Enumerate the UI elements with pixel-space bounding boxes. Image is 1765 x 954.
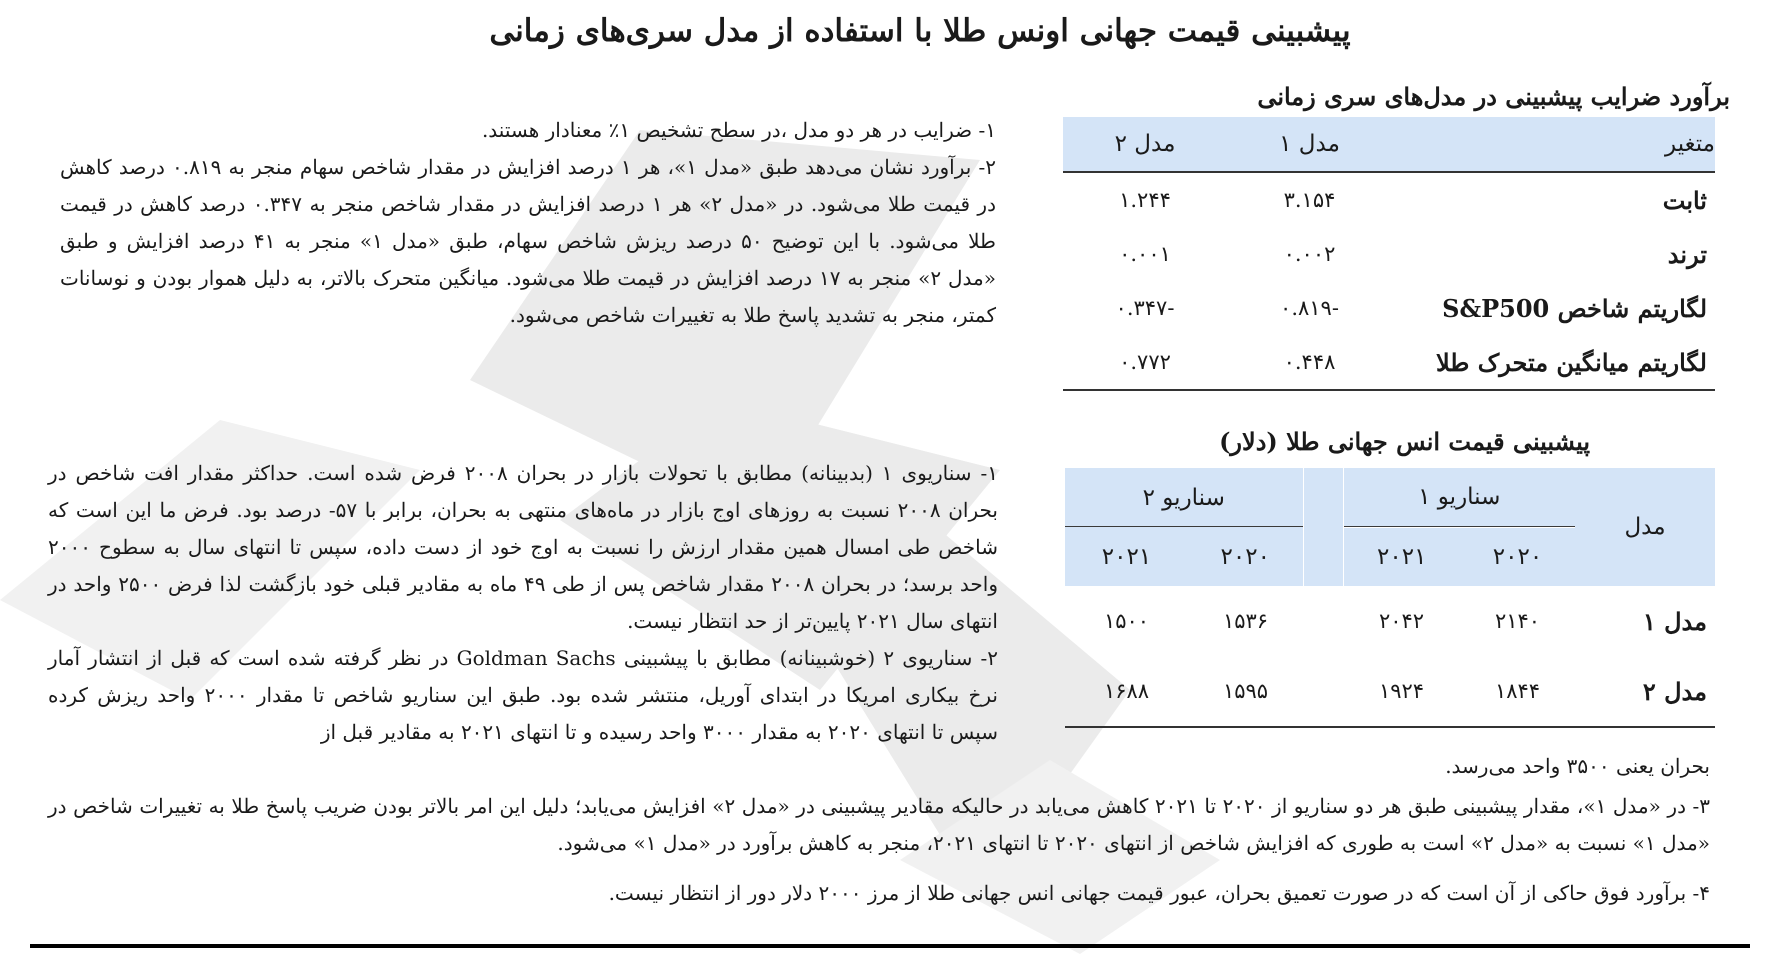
forecast-header-scenario2: سناریو ۲ [1065, 468, 1303, 527]
forecast-value: ۱۹۲۴ [1378, 679, 1425, 703]
coef-note-1: ۱- ضرایب در هر دو مدل ،در سطح تشخیص ۱٪ معنادار هستند. [481, 118, 996, 142]
forecast-model: مدل ۱ [1642, 606, 1707, 636]
table-row [1065, 586, 1715, 656]
scenario-note-2-continued: بحران یعنی ۳۵۰۰ واحد می‌رسد. [1445, 754, 1710, 778]
coef-variable: لگاریتم میانگین متحرک طلا [1435, 347, 1707, 377]
coef-note-2: ۲- برآورد نشان می‌دهد طبق «مدل ۱»، هر ۱ درصد افزایش در مقدار شاخص سهام منجر به ۰.۸۱۹ درصد کاهش در قیمت طلا می‌شود. در «مدل ۲» هر ۱ درصد افزایش در مقدار شاخص منجر به ۰.۳۴۷ درصد کاهش در قیمت طلا می‌شود. با این توضیح ۵۰ درصد ریزش شاخص سهام، طبق «مدل ۱» منجر به ۴۱ درصد افزایش و طبق «مدل ۲» منجر به ۱۷ درصد افزایش در قیمت طلا می‌شود. میانگین متحرک بالاتر، به دلیل هموار بودن و نوسانات کمتر، منجر به تشدید پاسخ طلا به تغییرات شاخص می‌شود. [60, 155, 997, 327]
scenario-notes [48, 455, 998, 751]
table-row [1063, 281, 1715, 335]
coef-value: ۱.۲۴۴ [1119, 188, 1171, 212]
scenario-note-4: ۴- برآورد فوق حاکی از آن است که در صورت تعمیق بحران، عبور قیمت جهانی انس جهانی طلا از مرز ۲۰۰۰ دلار دور از انتظار نیست. [608, 881, 1710, 905]
table-row [1063, 227, 1715, 281]
forecast-value: ۲۱۴۰ [1494, 609, 1541, 633]
scenario-note-3: ۳- در «مدل ۱»، مقدار پیشبینی طبق هر دو سناریو از ۲۰۲۰ تا ۲۰۲۱ کاهش می‌یابد در حالیکه مقادیر پیشبینی در «مدل ۲» افزایش می‌یابد؛ دلیل این امر بالاتر بودن ضریب پاسخ طلا به تغییرات شاخص در «مدل ۱» نسبت به «مدل ۲» است به طوری که افزایش شاخص از انتهای ۲۰۲۰ تا انتهای ۲۰۲۱، منجر به کاهش برآورد در «مدل ۱» می‌شود. [48, 794, 1711, 855]
forecast-value: ۱۵۳۶ [1222, 609, 1269, 633]
table-row [1065, 656, 1715, 727]
forecast-value: ۱۸۴۴ [1494, 679, 1541, 703]
forecast-value: ۱۶۸۸ [1103, 679, 1150, 703]
coef-value: -۰.۸۱۹ [1280, 296, 1339, 320]
coef-variable: ترند [1667, 239, 1707, 269]
coef-header-model2: مدل ۲ [1063, 117, 1227, 172]
forecast-header-s1-2020: ۲۰۲۰ [1460, 527, 1575, 586]
coef-value: ۰.۴۴۸ [1283, 350, 1336, 374]
coef-value: ۰.۷۷۲ [1119, 350, 1171, 374]
forecast-value: ۲۰۴۲ [1378, 609, 1425, 633]
bottom-rule [30, 944, 1750, 948]
scenario-note-1: ۱- سناریوی ۱ (بدبینانه) مطابق با تحولات بازار در بحران ۲۰۰۸ فرض شده است. حداکثر مقدار افت شاخص در بحران ۲۰۰۸ نسبت به روزهای اوج بازار در ماه‌های منتهی به بحران، برابر با ۵۷- درصد بود. فرض ما این است که شاخص طی امسال همین مقدار ارزش را نسبت به اوج خود از دست داده، سپس تا انتهای سال به سطوح ۲۰۰۰ واحد برسد؛ در بحران ۲۰۰۸ مقدار شاخص پس از طی ۴۹ ماه به مقادیر قبلی خود بازگشت لذا فرض ۲۵۰۰ واحد در انتهای سال ۲۰۲۱ پایین‌تر از حد انتظار نیست. [48, 461, 998, 633]
coef-table [1063, 117, 1715, 391]
forecast-value: ۱۵۹۵ [1222, 679, 1269, 703]
coef-variable: ثابت [1662, 185, 1707, 215]
coef-table-title: برآورد ضرایب پیشبینی در مدل‌های سری زمانی [1257, 82, 1730, 111]
forecast-header-s2-2020: ۲۰۲۰ [1188, 527, 1303, 586]
page-title: پیشبینی قیمت جهانی اونس طلا با استفاده از مدل سری‌های زمانی [489, 13, 1351, 49]
coef-value: ۰.۰۰۲ [1283, 242, 1336, 266]
coef-value: ۳.۱۵۴ [1283, 188, 1336, 212]
scenario-note-2: ۲- سناریوی ۲ (خوشبینانه) مطابق با پیشبینی Goldman Sachs در نظر گرفته شده است که قبل از انتشار آمار نرخ بیکاری امریکا در ابتدای آوریل، منتشر شده بود. طبق این سناریو شاخص تا مقدار ۲۰۰۰ واحد ریزش کرده سپس تا انتهای ۲۰۲۰ به مقدار ۳۰۰۰ واحد رسیده و تا انتهای ۲۰۲۱ به مقادیر قبل از [48, 646, 998, 744]
table-row [1063, 172, 1715, 227]
coef-notes [60, 112, 996, 334]
coef-header-model1: مدل ۱ [1227, 117, 1392, 172]
forecast-table [1065, 468, 1715, 728]
forecast-header-gap [1303, 468, 1343, 586]
coef-value: ۰.۰۰۱ [1119, 242, 1171, 266]
forecast-header-s2-2021: ۲۰۲۱ [1065, 527, 1188, 586]
coef-value: -۰.۳۴۷ [1115, 296, 1175, 320]
forecast-header-model: مدل [1575, 468, 1715, 586]
forecast-table-title: پیشبینی قیمت انس جهانی طلا (دلار) [1219, 427, 1590, 456]
coef-header-variable: متغیر [1392, 117, 1715, 172]
forecast-model: مدل ۲ [1642, 676, 1707, 706]
forecast-header-s1-2021: ۲۰۲۱ [1343, 527, 1460, 586]
forecast-value: ۱۵۰۰ [1103, 609, 1150, 633]
table-row [1063, 335, 1715, 390]
forecast-header-scenario1: سناریو ۱ [1343, 468, 1575, 527]
coef-variable: لگاریتم شاخص S&P500 [1442, 293, 1707, 323]
